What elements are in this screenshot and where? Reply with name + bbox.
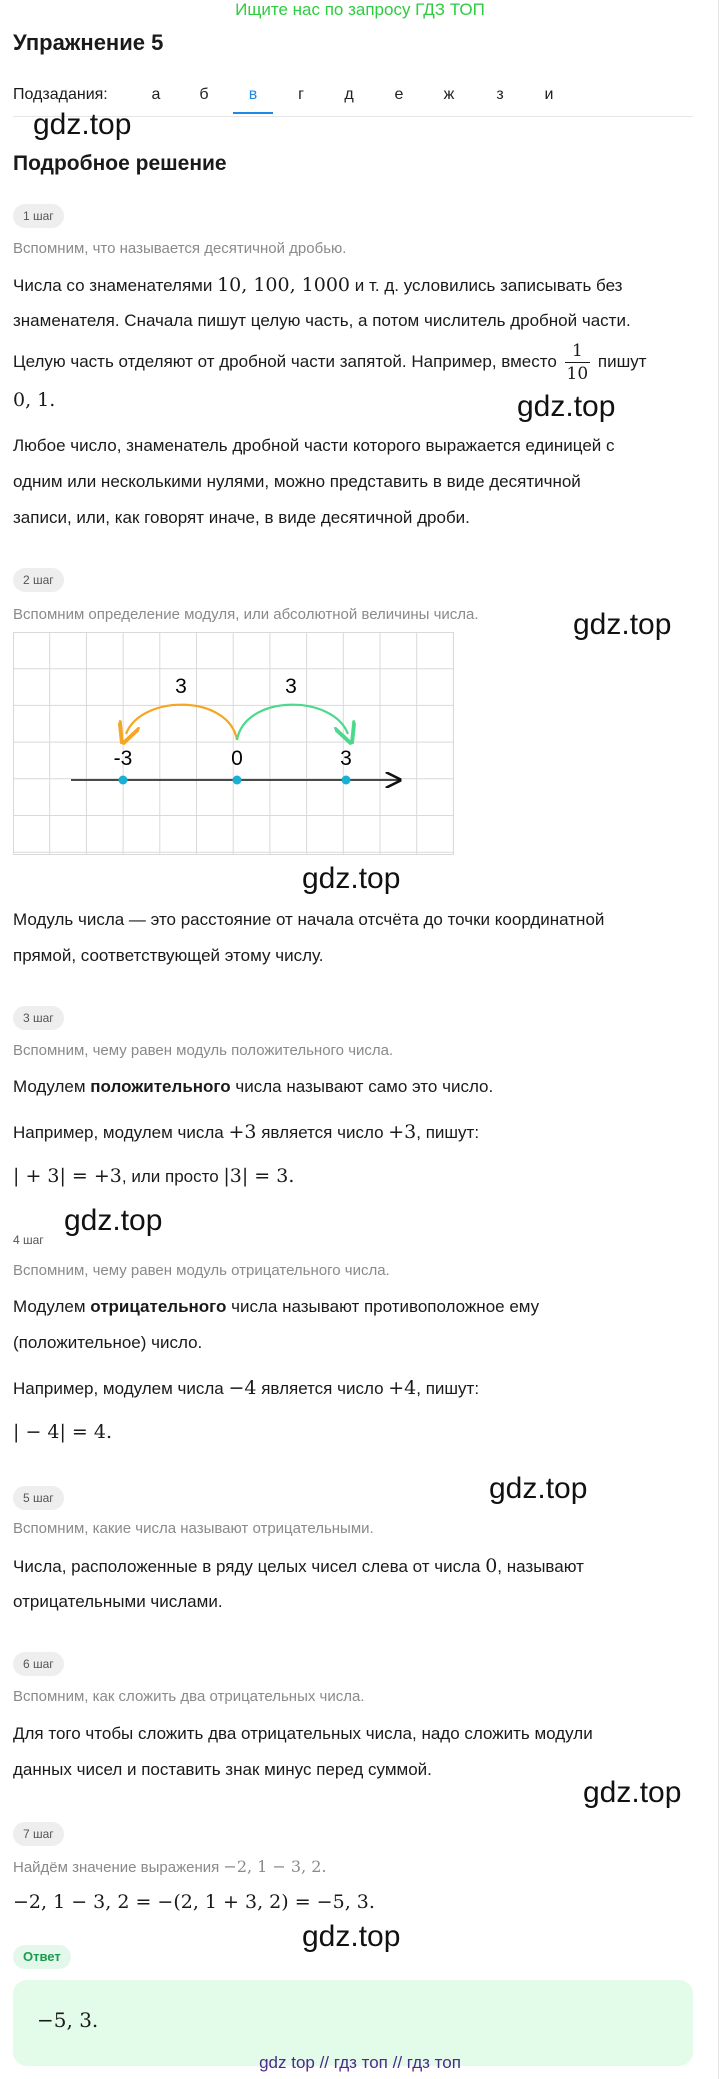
section-title: Подробное решение	[13, 152, 227, 175]
footer-links[interactable]: gdz top // гдз топ // гдз топ	[259, 2053, 461, 2072]
arc-left-label: 3	[175, 675, 187, 698]
tab-z[interactable]: з	[496, 86, 504, 103]
watermark: gdz.top	[489, 1472, 588, 1505]
point-minus3	[119, 776, 128, 785]
step-text: 0, 1.	[13, 389, 56, 411]
step-text: Для того чтобы сложить два отрицательных числа, надо сложить модули	[13, 1724, 593, 1743]
step-badge: 5 шаг	[13, 1486, 64, 1510]
watermark: gdz.top	[64, 1204, 163, 1237]
page-title: Упражнение 5	[13, 30, 164, 55]
step-equation: −2, 1 − 3, 2 = −(2, 1 + 3, 2) = −5, 3.	[13, 1891, 375, 1913]
subtasks-label: Подзадания:	[13, 86, 108, 103]
step-text: прямой, соответствующей этому числу.	[13, 946, 324, 965]
step-text: Например, модулем числа −4 является число +4, пишут:	[13, 1377, 480, 1399]
tab-zh[interactable]: ж	[443, 86, 455, 103]
step-text: Например, модулем числа +3 является число +3, пишут:	[13, 1121, 480, 1143]
tab-v[interactable]: в	[248, 86, 258, 103]
point-label-3: 3	[340, 747, 352, 770]
step-hint: Вспомним, как сложить два отрицательных числа.	[13, 1688, 365, 1705]
step-text: Числа со знаменателями 10, 100, 1000 и т. д. условились записывать без	[13, 274, 623, 296]
step-hint: Вспомним, что называется десятичной дробью.	[13, 240, 347, 257]
step-hint: Вспомним определение модуля, или абсолютной величины числа.	[13, 606, 479, 623]
right-divider	[718, 0, 719, 2079]
watermark: gdz.top	[302, 862, 401, 895]
step-text: | − 4| = 4.	[13, 1421, 113, 1443]
tab-i[interactable]: и	[544, 86, 554, 103]
point-3	[342, 776, 351, 785]
step-text: Целую часть отделяют от дробной части запятой. Например, вместо $\frac{1}{10}$ пишут	[13, 341, 647, 384]
step-badge: 6 шаг	[13, 1652, 64, 1676]
step-text: отрицательными числами.	[13, 1592, 223, 1611]
number-line-diagram	[13, 632, 454, 855]
step-badge: 3 шаг	[13, 1006, 64, 1030]
step-text: Модуль числа — это расстояние от начала отсчёта до точки координатной	[13, 910, 605, 929]
step-badge: 7 шаг	[13, 1822, 64, 1846]
step-text: | + 3| = +3, или просто |3| = 3.	[13, 1165, 295, 1187]
step-text: Любое число, знаменатель дробной части которого выражается единицей с	[13, 436, 615, 455]
tab-a[interactable]: а	[151, 86, 161, 103]
fraction: $\frac{1}{10}$	[566, 341, 589, 384]
watermark: gdz.top	[573, 608, 672, 641]
step-hint: Вспомним, чему равен модуль положительного числа.	[13, 1042, 394, 1059]
step-text: данных чисел и поставить знак минус перед суммой.	[13, 1760, 432, 1779]
step-text: записи, или, как говорят иначе, в виде десятичной дроби.	[13, 508, 470, 527]
step-hint: Найдём значение выражения −2, 1 − 3, 2.	[13, 1857, 327, 1876]
step-badge: 4 шаг	[13, 1233, 44, 1247]
tab-g[interactable]: г	[298, 86, 304, 103]
watermark: gdz.top	[302, 1920, 401, 1953]
watermark: gdz.top	[33, 108, 132, 141]
step-badge: 1 шаг	[13, 204, 64, 228]
tab-b[interactable]: б	[199, 86, 209, 103]
step-text: (положительное) число.	[13, 1333, 203, 1352]
arc-right-label: 3	[285, 675, 297, 698]
step-hint: Вспомним, чему равен модуль отрицательного числа.	[13, 1262, 390, 1279]
step-text: Числа, расположенные в ряду целых чисел слева от числа 0, называют	[13, 1555, 584, 1577]
number-line-figure	[13, 632, 454, 855]
step-badge: 2 шаг	[13, 568, 64, 592]
active-tab-indicator	[233, 112, 273, 114]
step-text: знаменателя. Сначала пишут целую часть, а потом числитель дробной части.	[13, 311, 631, 330]
point-label-minus3: -3	[113, 747, 133, 770]
watermark: gdz.top	[583, 1776, 682, 1809]
step-text: Модулем отрицательного числа называют противоположное ему	[13, 1297, 540, 1316]
watermark: gdz.top	[517, 390, 616, 423]
point-0	[233, 776, 242, 785]
promo-banner[interactable]: Ищите нас по запросу ГДЗ ТОП	[235, 0, 485, 19]
point-label-0: 0	[231, 747, 243, 770]
step-text: Модулем положительного числа называют само это число.	[13, 1077, 494, 1096]
step-hint: Вспомним, какие числа называют отрицательными.	[13, 1520, 374, 1537]
tab-d[interactable]: д	[344, 86, 354, 103]
arc-right	[237, 705, 348, 740]
tab-e[interactable]: е	[394, 86, 404, 103]
answer-badge: Ответ	[13, 1945, 71, 1969]
answer-value: −5, 3.	[37, 2008, 99, 2032]
arc-left	[126, 705, 237, 740]
step-text: одним или несколькими нулями, можно представить в виде десятичной	[13, 472, 581, 491]
